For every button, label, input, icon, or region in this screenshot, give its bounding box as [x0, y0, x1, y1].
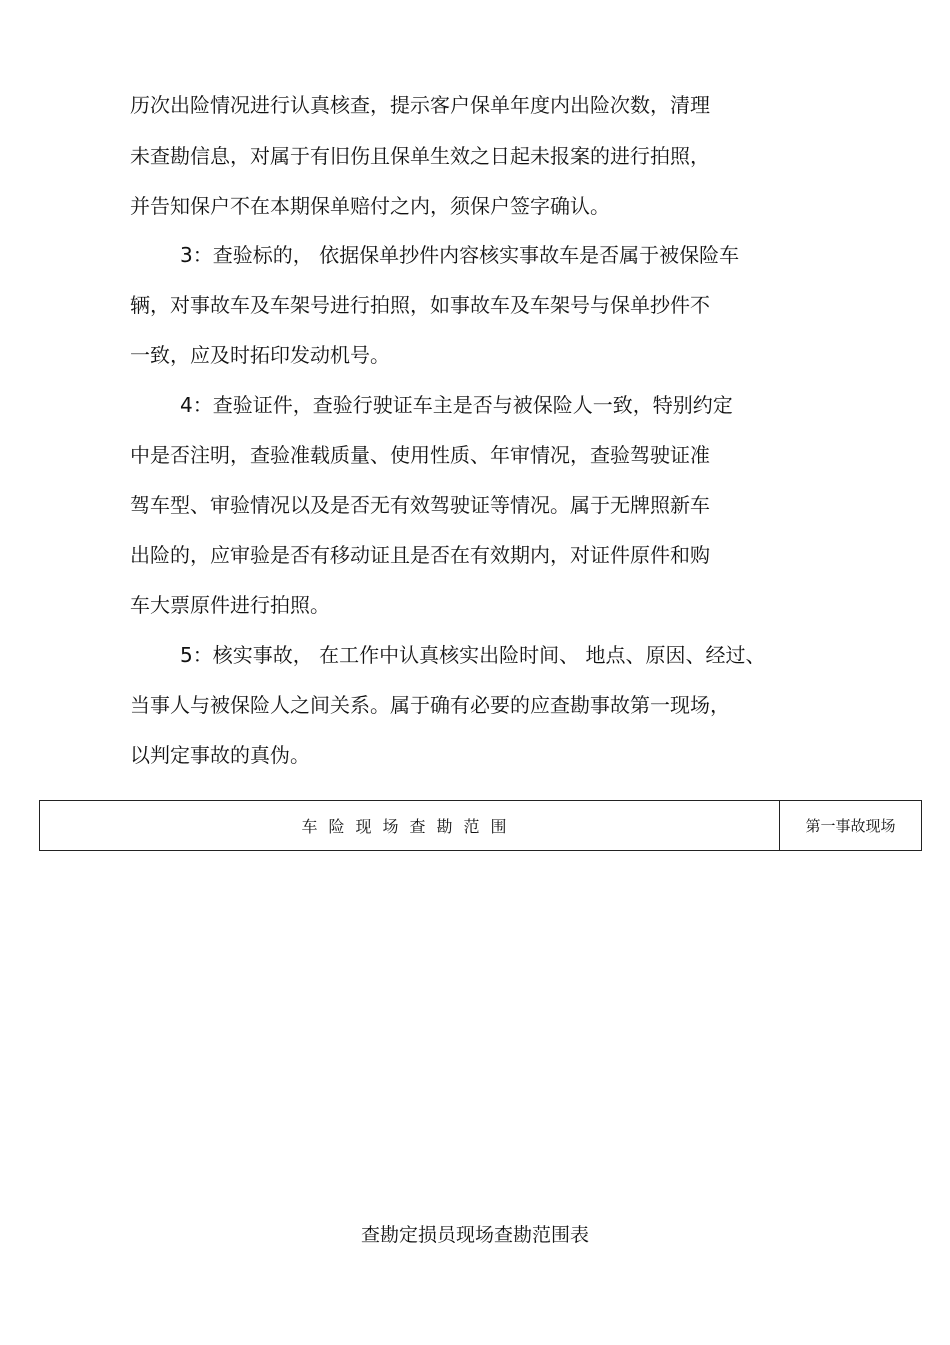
paragraph-line: 未查勘信息，对属于有旧伤且保单生效之日起未报案的进行拍照，	[130, 144, 710, 168]
table-row	[40, 801, 922, 851]
paragraph-line: 车大票原件进行拍照。	[130, 593, 330, 617]
paragraph-line: 出险的，应审验是否有移动证且是否在有效期内，对证件原件和购	[130, 543, 710, 567]
paragraph-line: 并告知保户不在本期保单赔付之内，须保户签字确认。	[130, 194, 610, 218]
scope-table-title: 车险现场查勘范围	[40, 801, 780, 851]
paragraph-line: 历次出险情况进行认真核查，提示客户保单年度内出险次数，清理	[130, 93, 710, 117]
paragraph-line: 辆，对事故车及车架号进行拍照，如事故车及车架号与保单抄件不	[130, 293, 710, 317]
paragraph-line: 中是否注明，查验准载质量、使用性质、年审情况，查验驾驶证准	[130, 443, 710, 467]
first-accident-site-header: 第一事故现场	[780, 801, 922, 851]
table-caption: 查勘定损员现场查勘范围表	[360, 1224, 589, 1246]
paragraph-line: 5：核实事故， 在工作中认真核实出险时间、 地点、原因、经过、	[180, 643, 766, 667]
paragraph-line: 以判定事故的真伪。	[130, 743, 310, 767]
paragraph-line: 当事人与被保险人之间关系。属于确有必要的应查勘事故第一现场，	[130, 693, 730, 717]
paragraph-line: 一致，应及时拓印发动机号。	[130, 343, 390, 367]
paragraph-line: 驾车型、审验情况以及是否无有效驾驶证等情况。属于无牌照新车	[130, 493, 710, 517]
scope-table	[39, 800, 922, 851]
paragraph-line: 3：查验标的， 依据保单抄件内容核实事故车是否属于被保险车	[180, 243, 740, 267]
paragraph-line: 4：查验证件，查验行驶证车主是否与被保险人一致，特别约定	[180, 393, 733, 417]
